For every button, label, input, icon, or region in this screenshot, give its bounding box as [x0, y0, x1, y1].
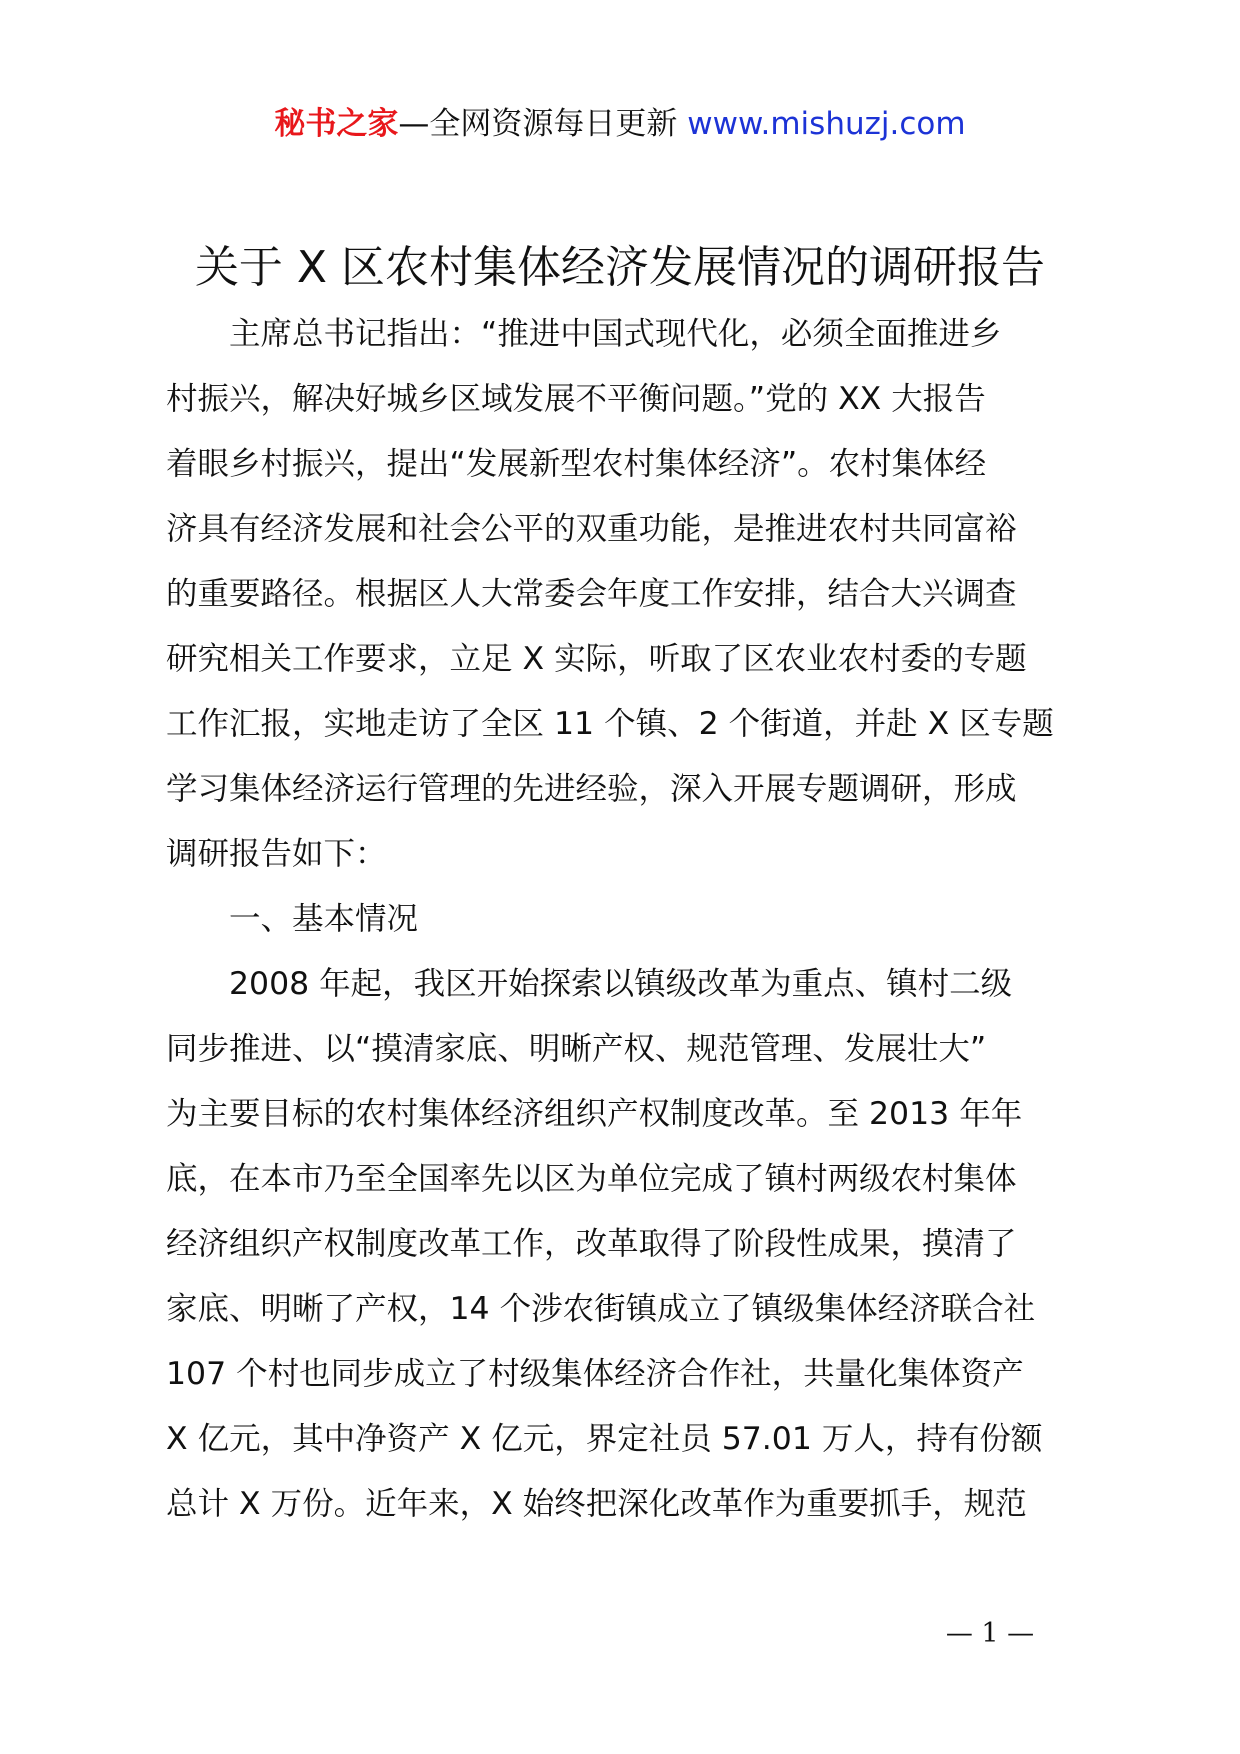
- body-line: 总计 X 万份。近年来，X 始终把深化改革作为重要抓手，规范: [166, 1486, 1027, 1522]
- document-title: 关于 X 区农村集体经济发展情况的调研报告: [194, 242, 1046, 293]
- body-line: 济具有经济发展和社会公平的双重功能，是推进农村共同富裕: [166, 511, 1017, 547]
- body-line: 学习集体经济运行管理的先进经验，深入开展专题调研，形成: [166, 771, 1017, 807]
- body-line: 村振兴，解决好城乡区域发展不平衡问题。”党的 XX 大报告: [166, 381, 986, 417]
- page-number: — 1 —: [945, 1618, 1035, 1649]
- body-line: 调研报告如下：: [166, 836, 387, 872]
- body-line: 2008 年起，我区开始探索以镇级改革为重点、镇村二级: [166, 966, 1013, 1002]
- body-line: 着眼乡村振兴，提出“发展新型农村集体经济”。农村集体经: [166, 446, 987, 482]
- body-line: 同步推进、以“摸清家底、明晰产权、规范管理、发展壮大”: [166, 1031, 987, 1067]
- body-line: 经济组织产权制度改革工作，改革取得了阶段性成果，摸清了: [166, 1226, 1017, 1262]
- body-line: 工作汇报，实地走访了全区 11 个镇、2 个街道，并赴 X 区专题: [166, 706, 1054, 742]
- site-brand: 秘书之家: [274, 106, 399, 142]
- body-line: 的重要路径。根据区人大常委会年度工作安排，结合大兴调查: [166, 576, 1017, 612]
- body-line: 研究相关工作要求，立足 X 实际，听取了区农业农村委的专题: [166, 641, 1027, 677]
- document-body: [166, 302, 1086, 1537]
- site-url-link[interactable]: www.mishuzj.com: [687, 106, 966, 142]
- site-slogan: —全网资源每日更新: [398, 106, 688, 142]
- body-line: X 亿元，其中净资产 X 亿元，界定社员 57.01 万人，持有份额: [166, 1421, 1043, 1457]
- section-heading: 一、基本情况: [166, 901, 419, 937]
- body-line: 家底、明晰了产权，14 个涉农街镇成立了镇级集体经济联合社: [166, 1291, 1036, 1327]
- body-line: 107 个村也同步成立了村级集体经济合作社，共量化集体资产: [166, 1356, 1024, 1392]
- body-line: 为主要目标的农村集体经济组织产权制度改革。至 2013 年年: [166, 1096, 1023, 1132]
- site-header: [0, 98, 1240, 150]
- body-line: 底，在本市乃至全国率先以区为单位完成了镇村两级农村集体: [166, 1161, 1017, 1197]
- body-line: 主席总书记指出：“推进中国式现代化，必须全面推进乡: [166, 316, 1002, 352]
